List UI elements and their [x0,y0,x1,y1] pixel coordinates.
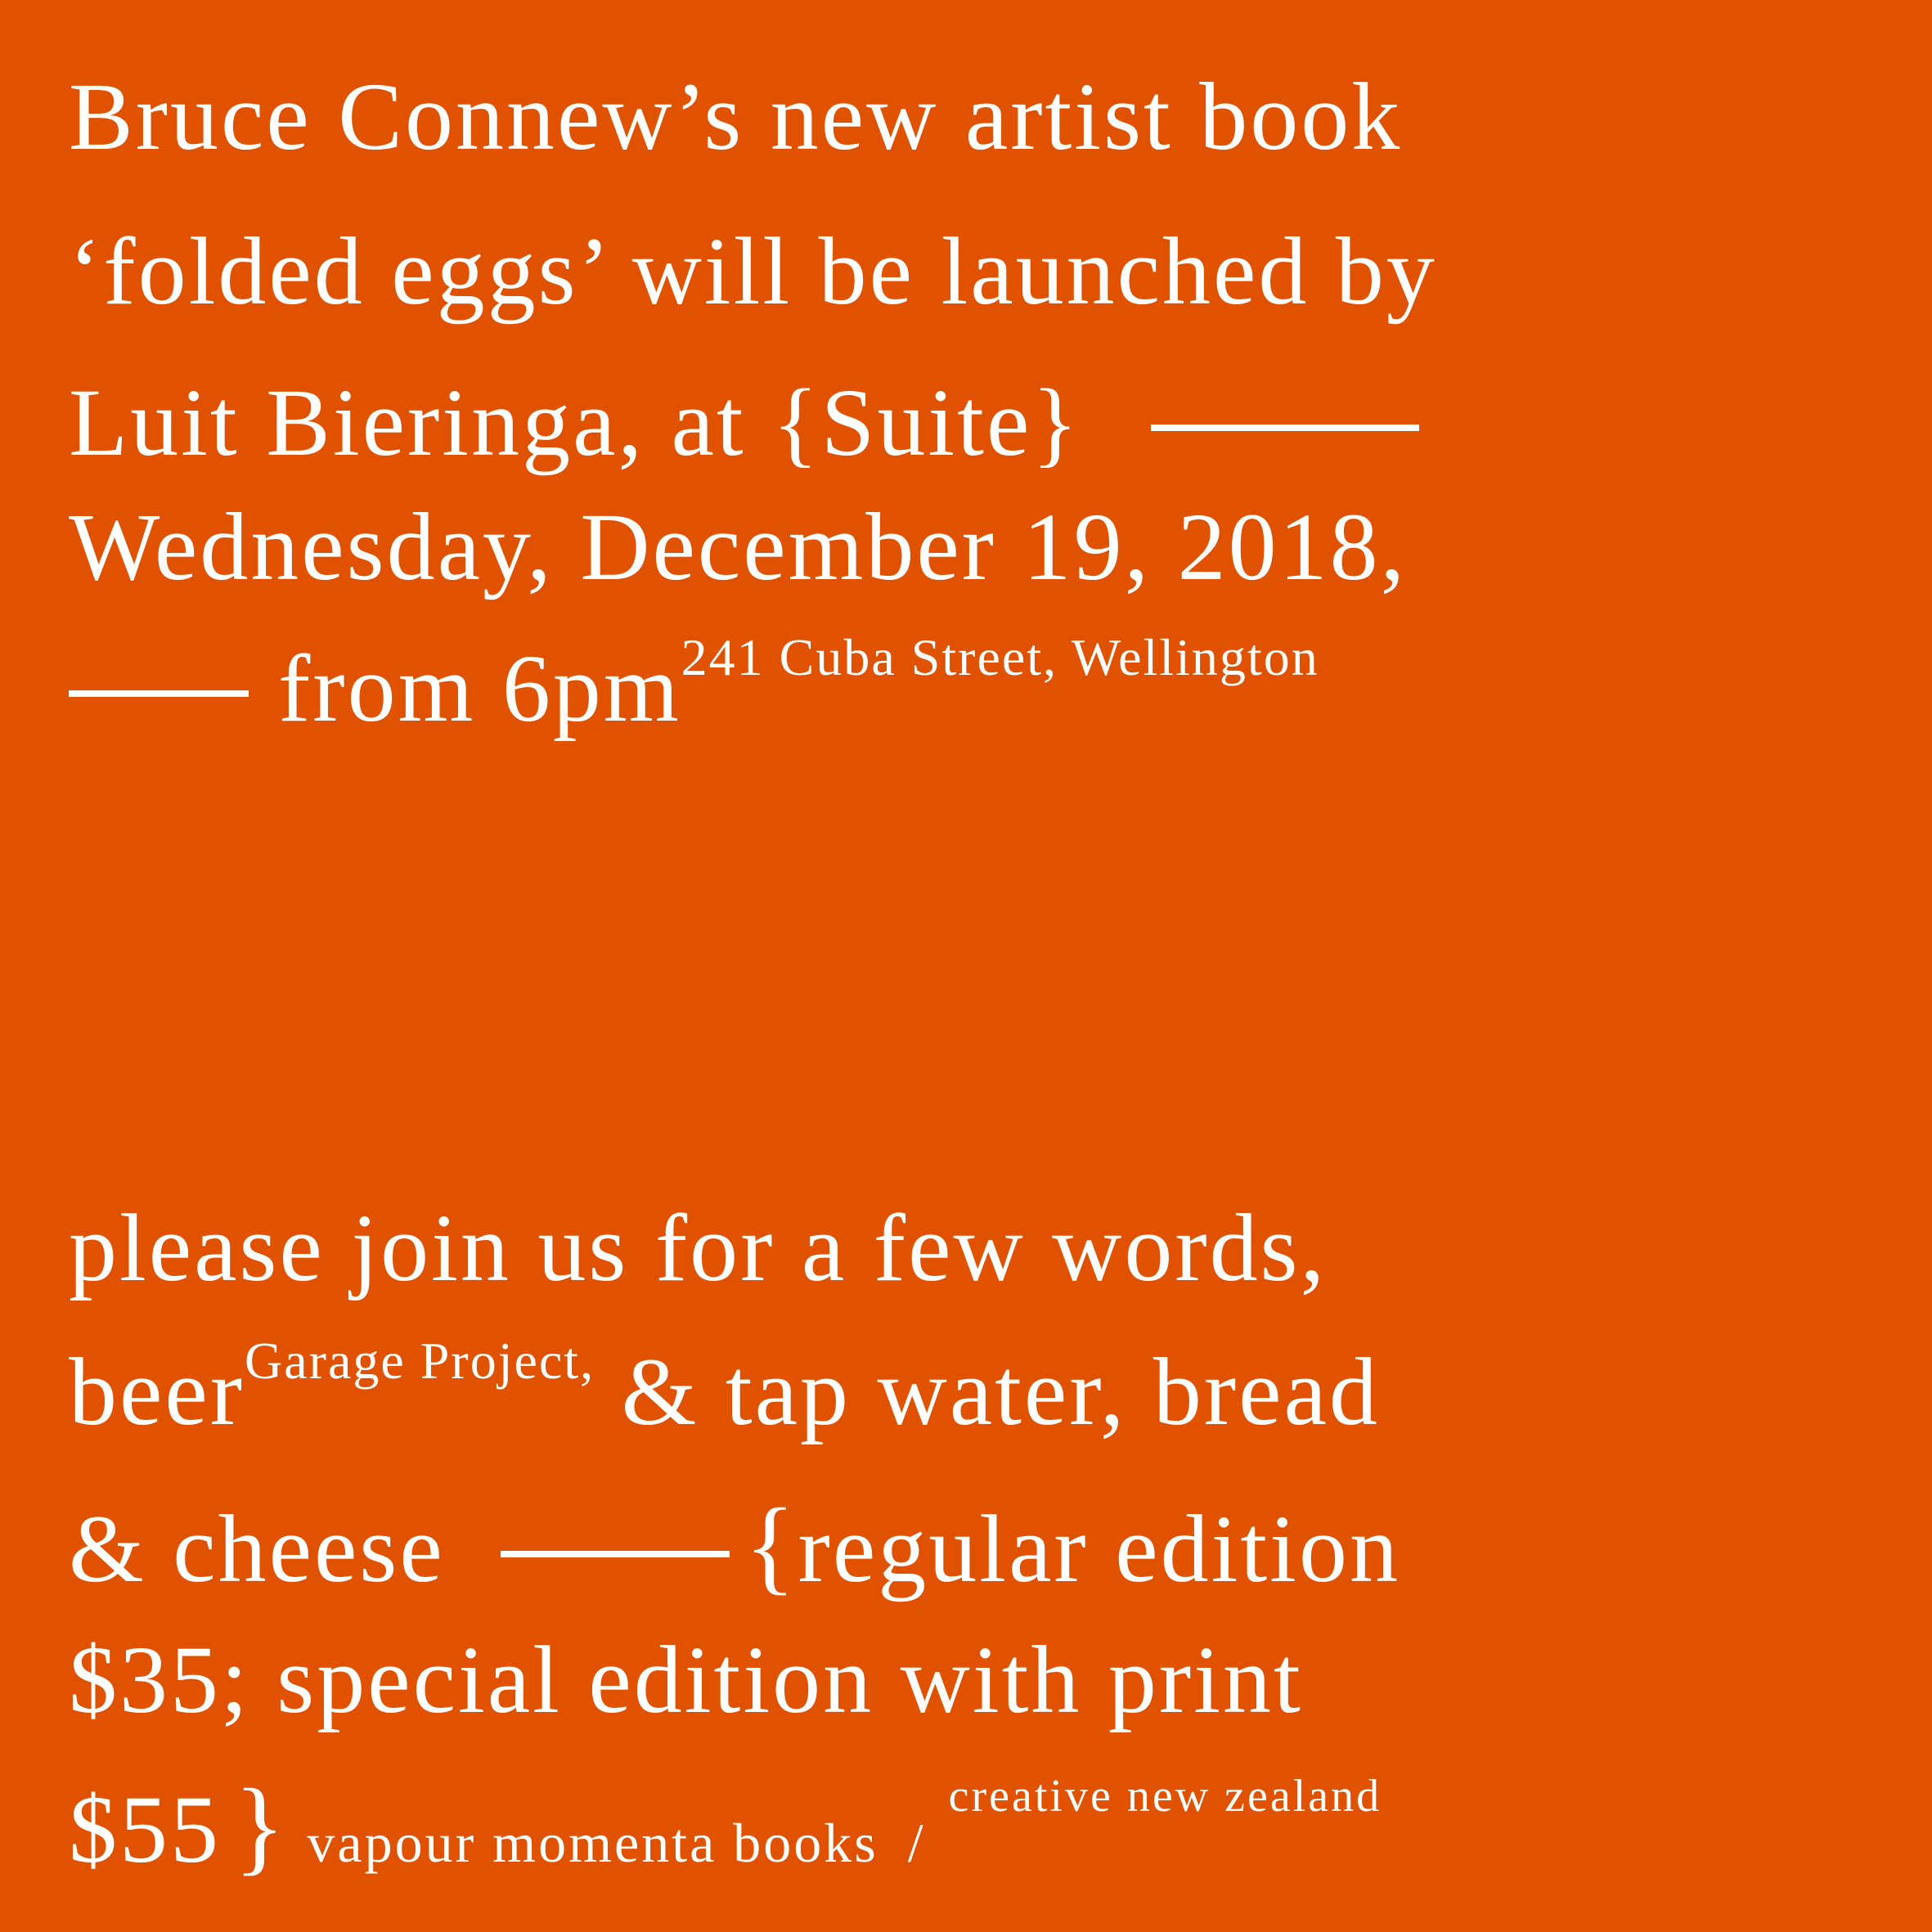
regular-edition-text: regular edition [798,1495,1400,1602]
open-brace: { [744,1487,798,1605]
time-address-line [69,628,1319,742]
date-line: Wednesday, December 19, 2018, [69,493,1408,600]
close-brace: } [234,1768,288,1885]
venue-text: Luit Bieringa, at {Suite} [69,369,1081,476]
invitation-line-2 [69,1332,1380,1445]
special-price: $55 [69,1776,221,1883]
announcement-line-2: ‘folded eggs’ will be launched by [69,218,1437,325]
announcement-line-1: Bruce Connew’s new artist book [69,63,1403,170]
funder-name: creative new zealand [948,1771,1382,1822]
credit-separator: / [907,1812,926,1874]
credits-line [69,1768,1382,1885]
beer-word: beer [69,1338,245,1445]
pricing-line: $35; special edition with print [69,1626,1303,1733]
divider-rule [69,690,249,697]
publisher-name: vapour momenta books [307,1812,878,1874]
announcement-line-3 [69,369,1419,476]
refreshments-text: & tap water, bread [621,1338,1380,1445]
invitation-line-3 [69,1487,1400,1605]
beer-brand: Garage Project, [245,1332,595,1390]
venue-address: 241 Cuba Street, Wellington [681,628,1319,686]
divider-rule [1151,425,1419,431]
cheese-text: & cheese [69,1495,445,1602]
invitation-line-1: please join us for a few words, [69,1194,1328,1301]
start-time: from 6pm [278,635,681,742]
divider-rule [501,1551,730,1557]
